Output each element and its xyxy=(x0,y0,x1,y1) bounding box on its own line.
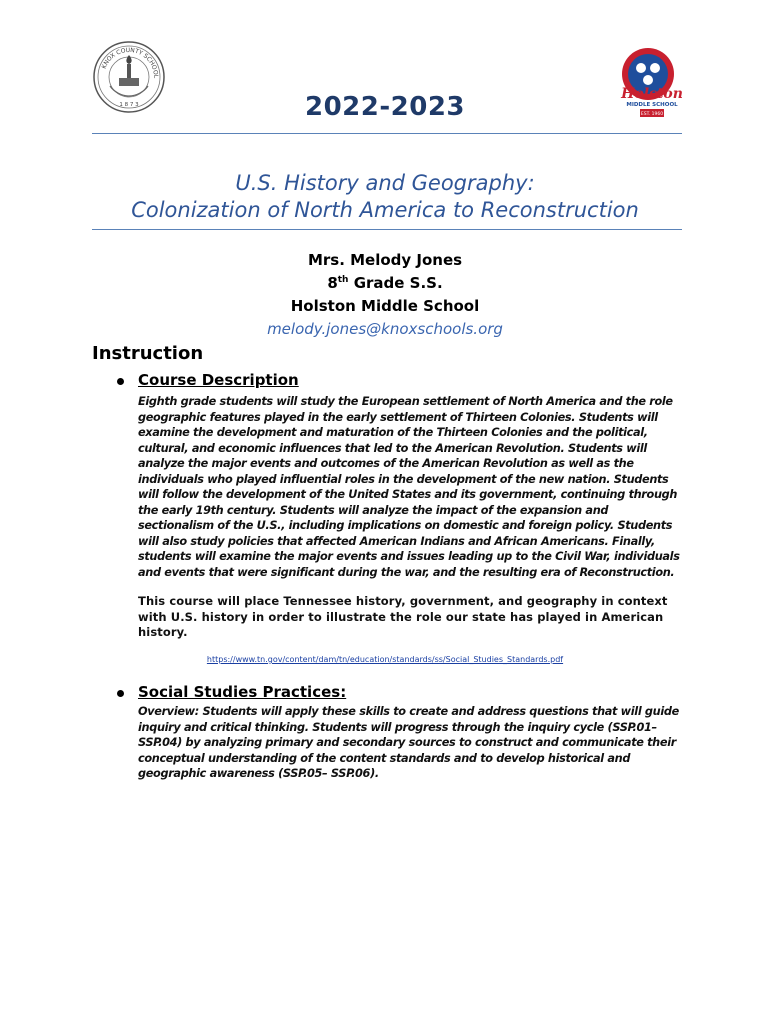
school-year: 2022-2023 xyxy=(304,92,466,122)
logo-name-text: Holston xyxy=(621,86,683,102)
grade-number: 8 xyxy=(327,274,338,292)
course-description-heading: Course Description xyxy=(138,371,299,389)
seal-year-text: 1 8 7 3 xyxy=(119,102,139,108)
seal-top-text: KNOX COUNTY SCHOOL xyxy=(100,46,160,79)
course-description-text: Eighth grade students will study the European settlement of North America and the role geographic features played in the early settlement of Thirteen Colonies. Students will examine the development and maturation of the Thirteen Colonies and the political, cultural, and economic influences that led to the American Revolution. Students will analyze the major events and outcomes of the American Revolution as well as the individuals who played influential roles in the development of the new nation. Students will follow the development of the United States and its government, continuing through the early 19th century. Students will analyze the impact of the expansion and sectionalism of the U.S., including implications on domestic and foreign policy. Students will also study policies that affected American Indians and African Americans. Finally, students will examine the major events and issues leading up to the Civil War, individuals and events that were significant during the war, and the resulting era of Reconstruction. xyxy=(138,395,680,579)
logo-subtitle-text: MIDDLE SCHOOL xyxy=(626,102,678,108)
teacher-name: Mrs. Melody Jones xyxy=(307,251,463,269)
grade-subject: Grade S.S. xyxy=(348,274,443,292)
school-name: Holston Middle School xyxy=(290,297,480,315)
practices-overview xyxy=(138,704,683,782)
section-title-instruction: Instruction xyxy=(92,343,204,364)
overview-label: Overview: xyxy=(138,705,199,718)
logo-est-text: EST. 1960 xyxy=(640,112,664,117)
teacher-email-link[interactable]: melody.jones@knoxschools.org xyxy=(267,320,503,338)
bullet-icon xyxy=(117,690,124,697)
grade-suffix-sup: th xyxy=(337,275,349,285)
course-title-line2: Colonization of North America to Reconstruction xyxy=(131,198,639,222)
title-divider xyxy=(92,229,682,230)
practices-heading: Social Studies Practices: xyxy=(138,683,347,701)
bullet-icon xyxy=(117,378,124,385)
course-title-line1: U.S. History and Geography: xyxy=(235,171,535,195)
grade-level xyxy=(0,274,770,292)
tennessee-context-note: This course will place Tennessee history, government, and geography in context with U.S. history in order to illustrate the role our state has played in American history. xyxy=(138,594,668,639)
standards-link[interactable]: https://www.tn.gov/content/dam/tn/education/standards/ss/Social_Studies_Standards.pdf xyxy=(206,655,564,664)
overview-text: Students will apply these skills to create and address questions that will guide inquiry and critical thinking. Students will progress through the inquiry cycle (SSP.01–SSP.04) by analyzing primary and secondary sources to construct and communicate their conceptual understanding of the content standards and to develop historical and geographic awareness (SSP.05– SSP.06). xyxy=(138,705,679,780)
header-divider xyxy=(92,133,682,134)
